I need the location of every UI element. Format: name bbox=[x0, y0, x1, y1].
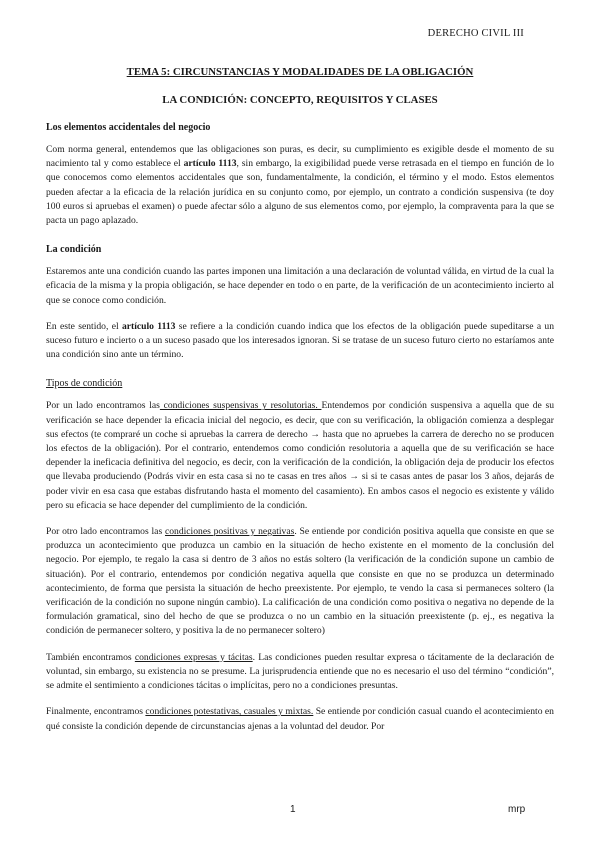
paragraph-condicion-definicion: Estaremos ante una condición cuando las partes imponen una limitación a una declaración de voluntad válida, en virtud de la cual la eficacia de la misma y la propia obligación, se hace depender en todo o en parte, de la verificación de un acontecimiento incierto al que se conoce como condición. bbox=[46, 266, 554, 306]
document-body bbox=[46, 66, 554, 734]
document-subtitle: LA CONDICIÓN: CONCEPTO, REQUISITOS Y CLASES bbox=[162, 94, 438, 106]
paragraph-elementos-accidentales: Com norma general, entendemos que las obligaciones son puras, es decir, su cumplimiento es exigible desde el momento de su nacimiento tal y como establece el artículo 1113, sin embargo, la exigibilidad puede verse retrasada en el tiempo en función de lo que conocemos como elementos accidentales que son, fundamentalmente, la condición, el término y el modo. Estos elementos pueden afectar a la eficacia de la relación jurídica en su conjunto como, por ejemplo, un contrato a condición suspensiva (te doy 100 euros si apruebas el examen) o puede afectar sólo a alguno de sus elementos como, por ejemplo, la compraventa para la que se pacta un pago aplazado. bbox=[46, 144, 555, 227]
course-header: DERECHO CIVIL III bbox=[427, 28, 524, 39]
page-number: 1 bbox=[290, 804, 296, 815]
paragraph-expresas-tacitas: También encontramos condiciones expresas y tácitas. Las condiciones pueden resultar expresa o tácitamente de la declaración de voluntad, sin embargo, su existencia no se presume. La jurisprudencia entiende que no es necesario el uso del término “condición”, se admite el sentimiento a condiciones tácitas o implícitas, pero no a condiciones presuntas. bbox=[46, 651, 554, 692]
heading-elementos-accidentales: Los elementos accidentales del negocio bbox=[46, 122, 211, 133]
heading-tipos-de-condicion: Tipos de condición bbox=[46, 378, 123, 390]
paragraph-positivas-negativas: Por otro lado encontramos las condiciones positivas y negativas. Se entiende por condición positiva aquella que consiste en que se produzca un acontecimiento que produzca un cambio en la situación de hecho existente en el momento de la conclusión del negocio. Por ejemplo, te regalo la casa si dentro de 3 años no estás soltero (la verificación de la condición supone un cambio de situación). Por el contrario, entendemos por condición negativa aquella que consiste en que no se produzca un determinado acontecimiento, de forma que persista la situación de hecho preexistente. Por ejemplo, te vendo la casa si permaneces soltero (la verificación de la condición no supone ningún cambio). La calificación de una condición como positiva o negativa no depende de la formulación gramatical, sino del hecho de que se produzca o no un cambio en la situación preexistente (p. ej., es negativa la condición de permanecer soltero, y positiva la de no permanecer soltero) bbox=[46, 526, 555, 637]
document-title: TEMA 5: CIRCUNSTANCIAS Y MODALIDADES DE LA OBLIGACIÓN bbox=[126, 66, 474, 78]
paragraph-suspensivas-resolutorias: Por un lado encontramos las condiciones suspensivas y resolutorias. Entendemos por condición suspensiva a aquella que de su verificación se hace depender la eficacia inicial del negocio, es decir, que con su verificación, la obligación comienza a desplegar sus efectos (te compraré un coche si apruebas la carrera de derecho → hasta que no apruebes la carrera de derecho no se producen los efectos de la obligación). Por el contrario, entendemos como condición resolutoria a aquella que de su verificación se hace depender la ineficacia definitiva del negocio, es decir, con la verificación de la condición, la obligación deja de producir los efectos que llevaba produciendo (Podrás vivir en esta casa si no te casas en tres años → si si te casas antes de pasar los 3 años, dejarás de poder vivir en esa casa que estabas disfrutando hasta el momento del casamiento). En ambos casos el negocio es existente y válido pero su eficacia se hace depender del cumplimiento de la condición. bbox=[46, 400, 554, 511]
paragraph-potestativas-casuales-mixtas: Finalmente, encontramos condiciones potestativas, casuales y mixtas. Se entiende por condición casual cuando el acontecimiento en qué consiste la condición depende de circunstancias ajenas a la voluntad del deudor. Por bbox=[46, 706, 554, 732]
author-initials: mrp bbox=[508, 804, 526, 815]
paragraph-condicion-articulo: En este sentido, el artículo 1113 se refiere a la condición cuando indica que los efectos de la obligación puede supeditarse a un suceso futuro e incierto o a un suceso pasado que los interesados ignoran. Si se tratase de un suceso futuro cierto no estaríamos ante una condición sino ante un término. bbox=[46, 320, 555, 361]
heading-la-condicion: La condición bbox=[46, 244, 102, 256]
